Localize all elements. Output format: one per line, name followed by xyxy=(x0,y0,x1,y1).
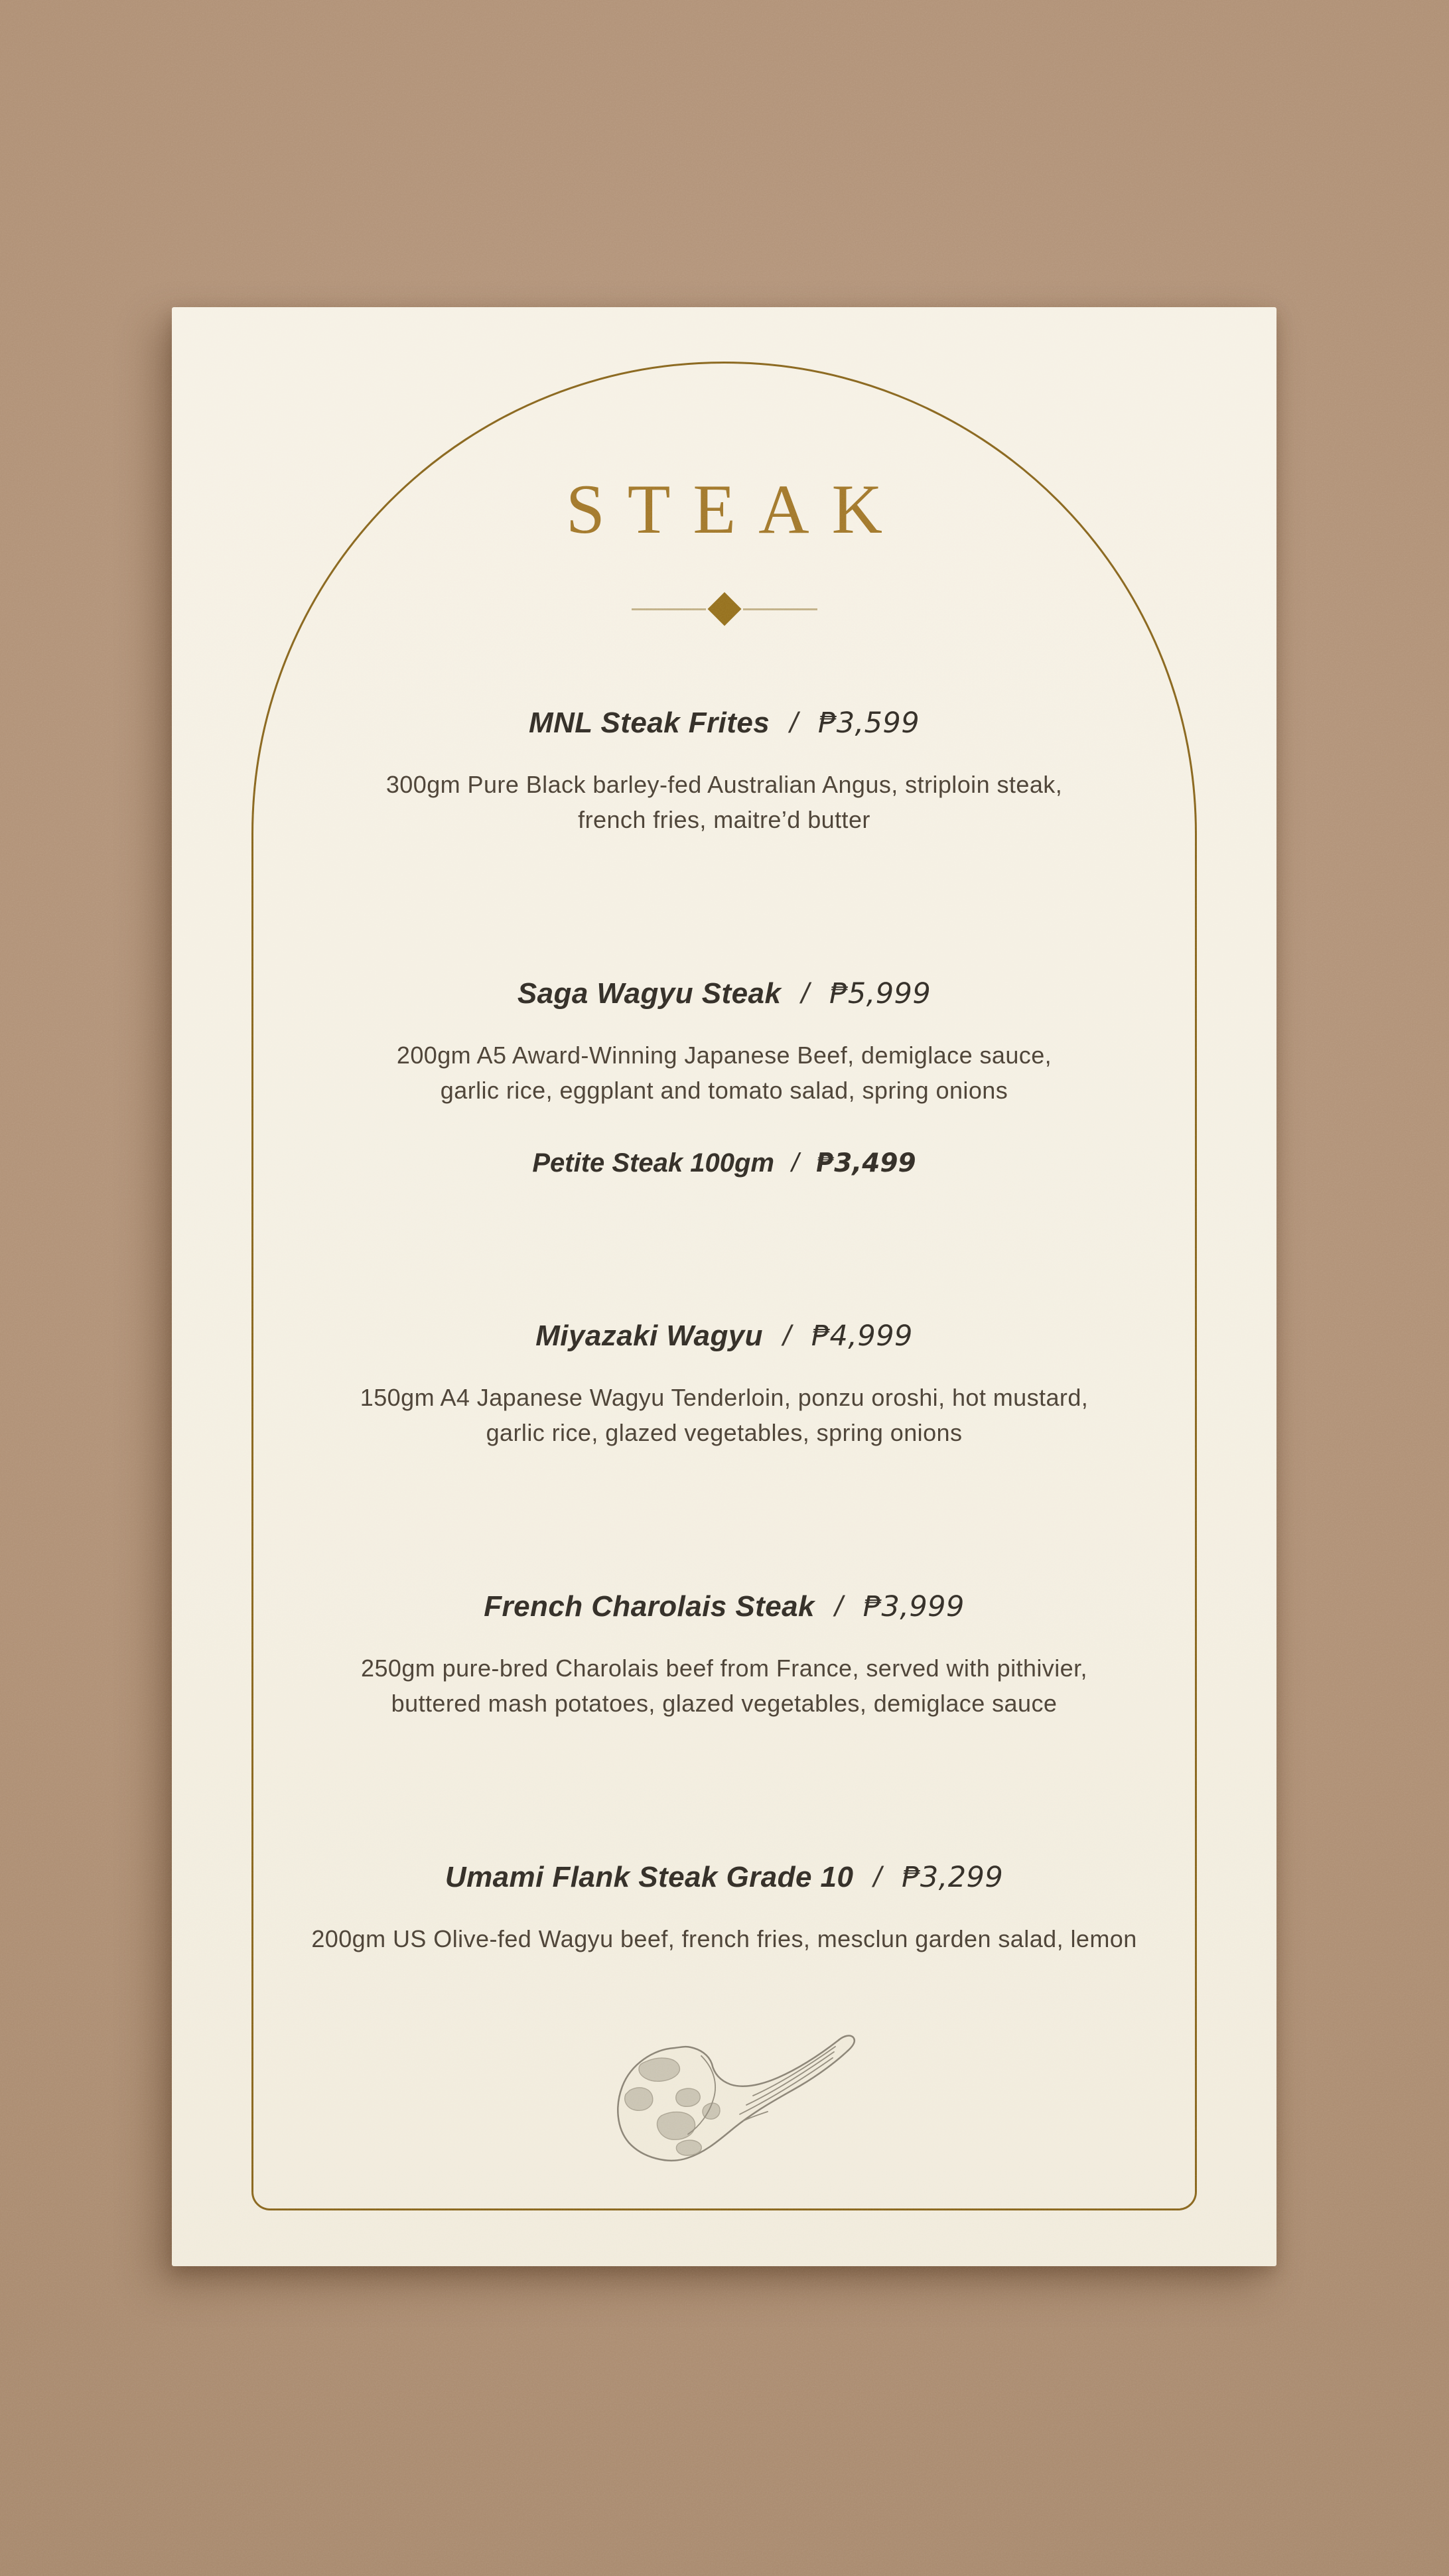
item-separator: / xyxy=(783,1320,792,1352)
item-name: Umami Flank Steak Grade 10 xyxy=(445,1861,854,1893)
item-description xyxy=(212,1038,1237,1108)
sub-item-petite-steak xyxy=(212,1146,1237,1181)
menu-item-mnl-steak-frites xyxy=(212,703,1237,837)
item-separator: / xyxy=(834,1590,843,1623)
description-line: french fries, maitre’d butter xyxy=(578,806,870,833)
item-title-row xyxy=(212,1316,1237,1356)
item-title-row xyxy=(212,974,1237,1014)
item-price: ₱5,999 xyxy=(829,977,932,1010)
item-title-row xyxy=(212,703,1237,743)
item-price: ₱4,999 xyxy=(811,1320,913,1353)
steak-sketch-group xyxy=(618,2036,855,2161)
page-title: STEAK xyxy=(565,470,906,548)
description-line: 250gm pure-bred Charolais beef from France, served with pithivier, xyxy=(360,1655,1087,1682)
item-price: ₱3,999 xyxy=(862,1590,965,1623)
item-title-row xyxy=(212,1858,1237,1897)
diamond-icon xyxy=(707,592,741,626)
menu-item-umami-flank-steak xyxy=(212,1858,1237,1956)
item-name: French Charolais Steak xyxy=(484,1590,815,1623)
description-line: buttered mash potatoes, glazed vegetables, demiglace sauce xyxy=(391,1690,1058,1717)
item-name: MNL Steak Frites xyxy=(528,707,770,739)
steak-outline xyxy=(618,2036,855,2161)
steak-illustration xyxy=(600,2027,866,2169)
menu-card xyxy=(172,307,1276,2266)
item-name: Miyazaki Wagyu xyxy=(535,1320,764,1352)
divider-line-right xyxy=(743,608,817,610)
item-description xyxy=(212,767,1237,837)
menu-item-miyazaki-wagyu xyxy=(212,1316,1237,1450)
divider-line-left xyxy=(632,608,706,610)
divider-ornament xyxy=(172,594,1276,624)
description-line: 200gm US Olive-fed Wagyu beef, french fries, mesclun garden salad, lemon xyxy=(311,1925,1137,1952)
item-description xyxy=(212,1921,1237,1956)
description-line: garlic rice, eggplant and tomato salad, spring onions xyxy=(440,1077,1008,1104)
item-description xyxy=(212,1651,1237,1721)
item-separator: / xyxy=(801,977,810,1010)
description-line: 300gm Pure Black barley-fed Australian Angus, striploin steak, xyxy=(385,771,1063,798)
item-title-row xyxy=(212,1587,1237,1627)
description-line: 150gm A4 Japanese Wagyu Tenderloin, ponzu oroshi, hot mustard, xyxy=(360,1384,1089,1411)
sub-item-name: Petite Steak 100gm xyxy=(532,1148,774,1178)
menu-item-french-charolais-steak xyxy=(212,1587,1237,1721)
item-separator: / xyxy=(873,1861,882,1893)
menu-item-saga-wagyu-steak xyxy=(212,974,1237,1181)
item-separator: / xyxy=(792,1148,799,1178)
description-line: 200gm A5 Award-Winning Japanese Beef, demiglace sauce, xyxy=(396,1042,1052,1069)
item-name: Saga Wagyu Steak xyxy=(517,977,782,1010)
item-separator: / xyxy=(790,707,798,739)
item-price: ₱3,599 xyxy=(817,707,920,740)
item-description xyxy=(212,1380,1237,1450)
item-price: ₱3,299 xyxy=(902,1861,1004,1894)
sub-item-price: ₱3,499 xyxy=(816,1148,916,1178)
description-line: garlic rice, glazed vegetables, spring onions xyxy=(486,1419,963,1446)
